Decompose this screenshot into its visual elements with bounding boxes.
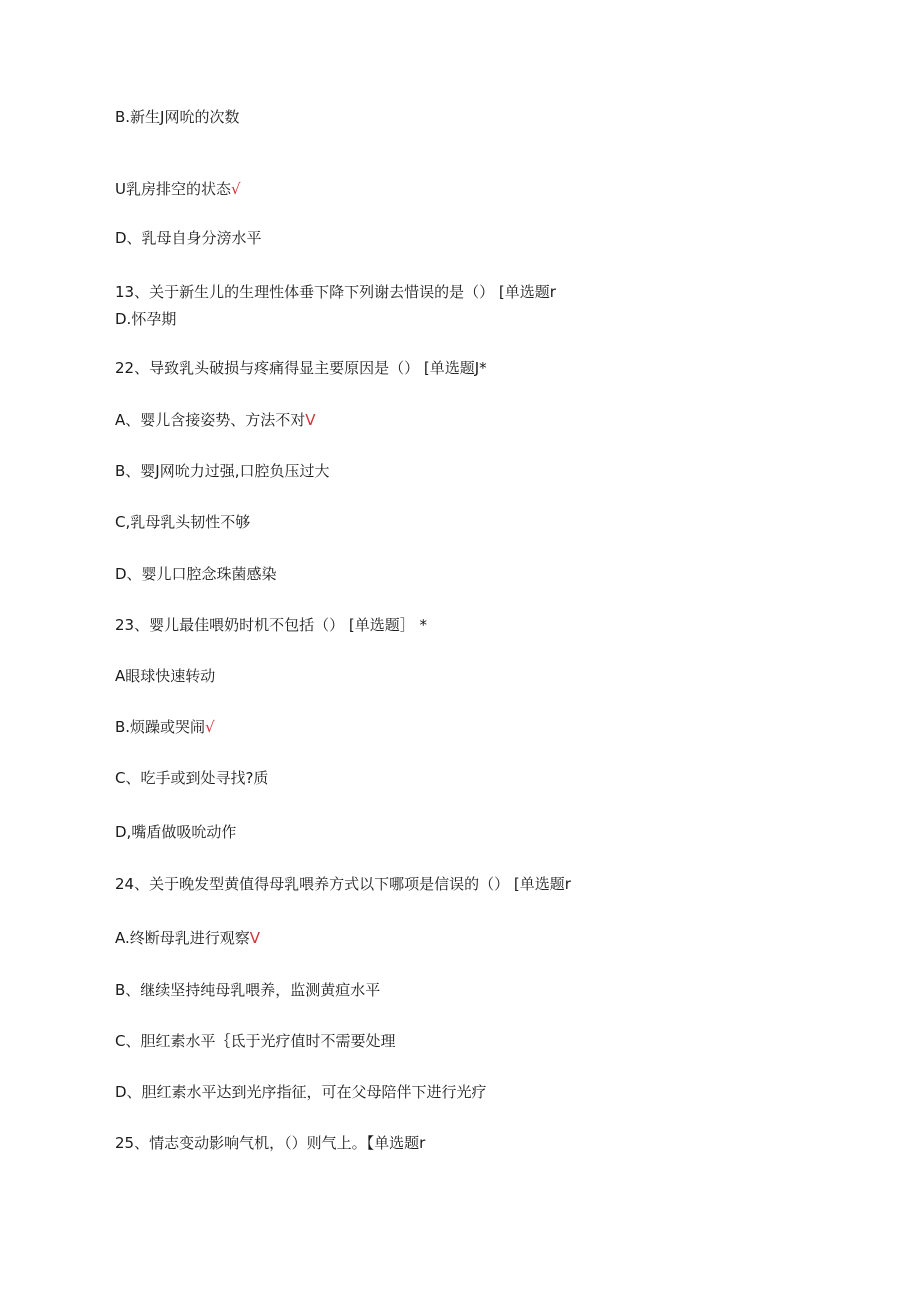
option-line: A眼球快速转动 (115, 667, 216, 685)
question-line: 24、关于晚发型黄值得母乳喂养方式以下哪项是信误的（） [单选题r (115, 875, 571, 893)
option-line: D、乳母自身分滂水平 (115, 229, 262, 247)
option-line: B.新生J网吮的次数 (115, 108, 240, 126)
question-line: 23、婴儿最佳喂奶时机不包括（） [单选题］ * (115, 616, 427, 634)
question-line: 22、导致乳头破损与疼痛得显主要原因是（） [单选题J* (115, 359, 487, 377)
option-line: A、婴儿含接姿势、方法不对V (115, 411, 316, 429)
answer-mark: V (249, 929, 261, 947)
option-line: U乳房排空的状态√ (115, 180, 241, 198)
option-line: B.烦躁或哭闹√ (115, 718, 215, 736)
option-line: D.怀孕期 (115, 310, 177, 328)
option-line: B、继续坚持纯母乳喂养，监测黄疸水平 (115, 981, 381, 999)
option-line: B、婴J网吮力过强,口腔负压过大 (115, 462, 330, 480)
option-line: A.终断母乳进行观察V (115, 929, 261, 947)
answer-mark: √ (230, 180, 241, 198)
question-line: 25、情志变动影响气机，（）则气上。【单选题r (115, 1134, 426, 1152)
option-line: D、婴儿口腔念珠菌感染 (115, 565, 277, 583)
answer-mark: V (305, 411, 316, 429)
option-line: D、胆红素水平达到光序指征，可在父母陪伴下进行光疗 (115, 1083, 487, 1101)
option-line: C、胆红素水平｛氐于光疗值时不需要处理 (115, 1032, 396, 1050)
answer-mark: √ (205, 718, 215, 736)
question-line: 13、关于新生儿的生理性体垂下降下列谢去惜误的是（） [单选题r (115, 283, 556, 301)
option-line: C、吃手或到处寻找?质 (115, 769, 269, 787)
option-line: D,嘴盾做吸吮动作 (115, 823, 237, 841)
option-line: C,乳母乳头韧性不够 (115, 513, 251, 531)
